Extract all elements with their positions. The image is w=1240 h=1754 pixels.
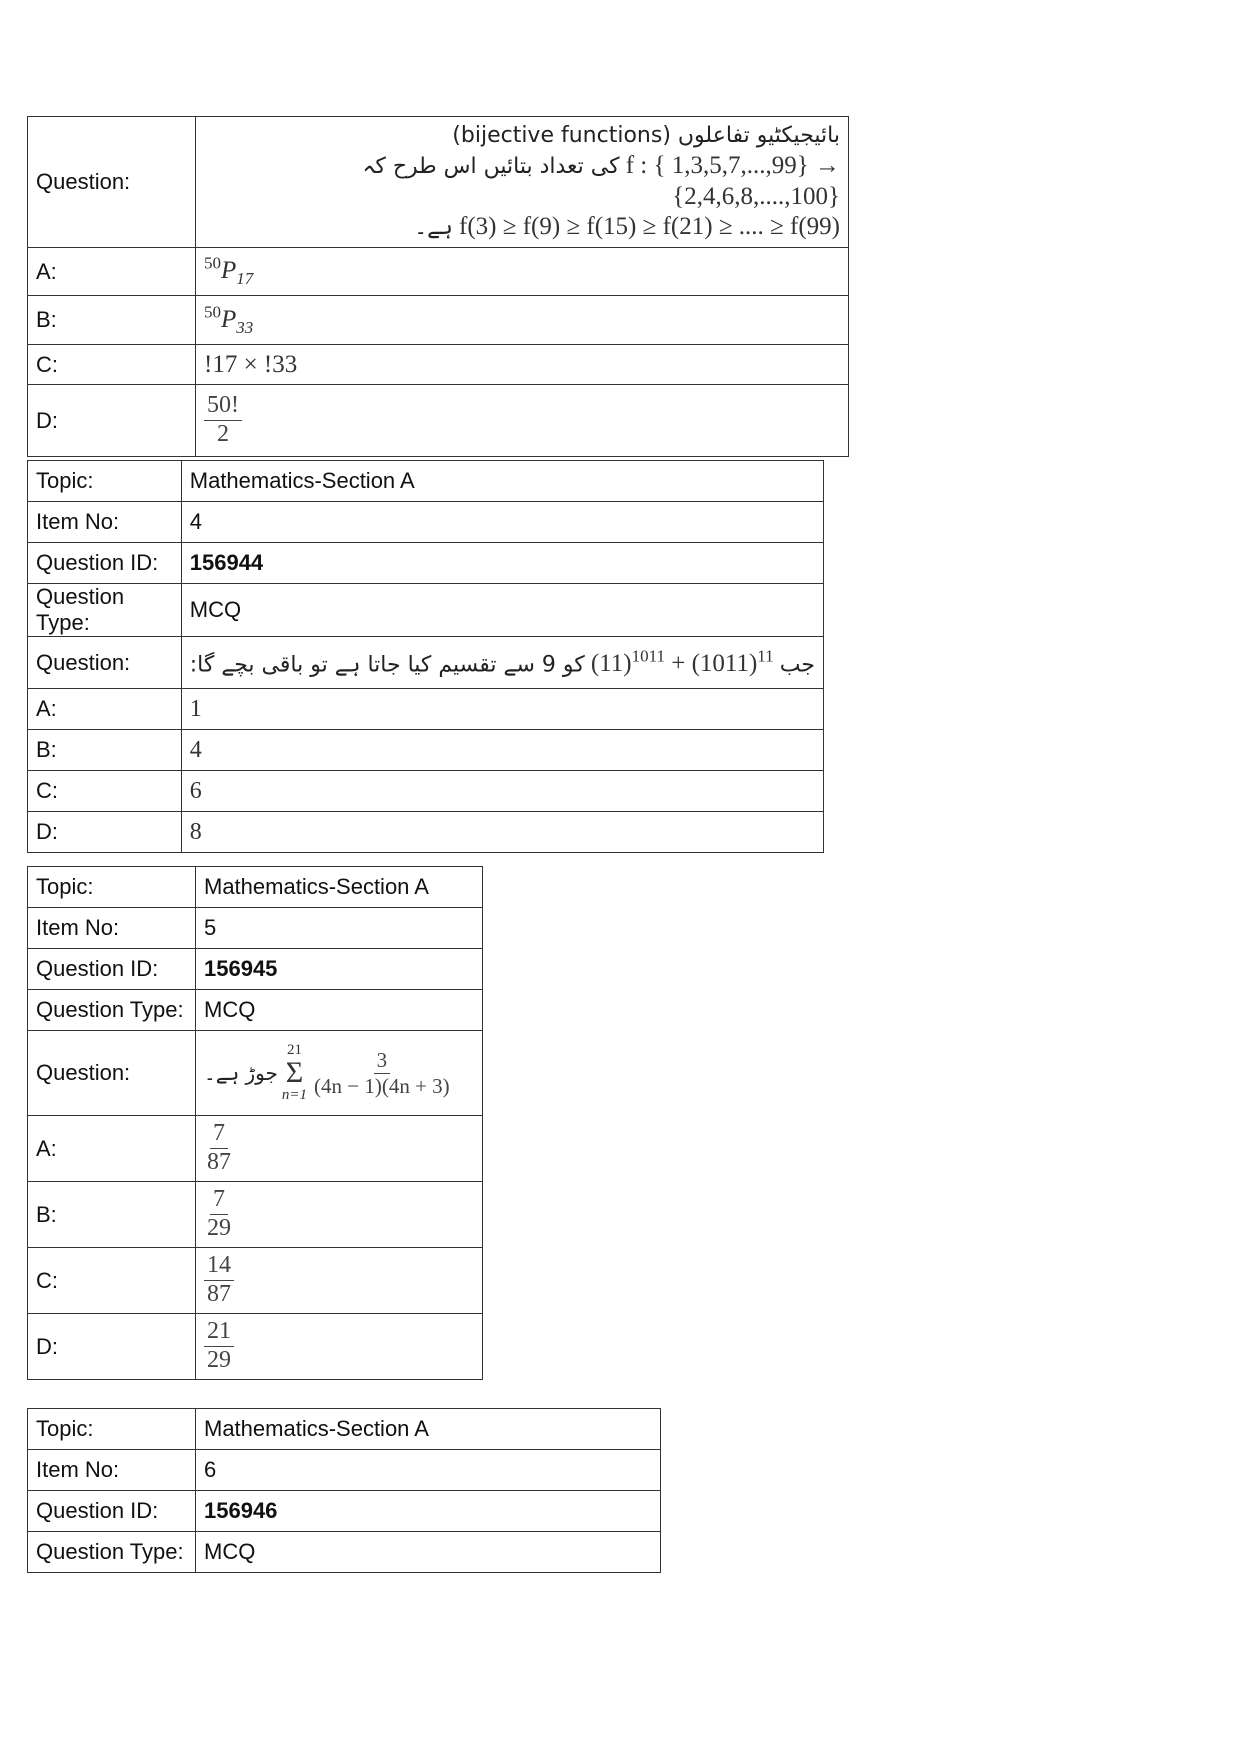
option-d-label: D: (28, 1314, 196, 1380)
option-row-a (28, 248, 849, 296)
item-no-row (28, 1450, 661, 1491)
option-c-value: !17 × !33 (196, 345, 849, 385)
question-id-row (28, 1491, 661, 1532)
option-b-value: $^{50}P_{33}$ (196, 296, 849, 345)
inequality-chain: f(3) ≥ f(9) ≥ f(15) ≥ f(21) ≥ .... ≥ f(99) (459, 213, 840, 240)
topic-label: Topic: (28, 867, 196, 908)
question-text: جوڑ ہے۔ 21 Σ n=1 $\frac{3}{(4n - 1)(4n + 3)}$ (196, 1031, 483, 1116)
option-b-label: B: (28, 296, 196, 345)
question-type-label: Question Type: (28, 584, 182, 637)
question-table-4 (27, 460, 824, 853)
question-row (28, 637, 824, 689)
question-id-label: Question ID: (28, 543, 182, 584)
question-id-label: Question ID: (28, 1491, 196, 1532)
topic-row (28, 461, 824, 502)
question-text (196, 117, 849, 248)
question-line-2: کی تعداد بتائیں اس طرح کہ f : { 1,3,5,7,...,99} → {2,4,6,8,....,100} (362, 152, 840, 210)
option-c-value (196, 1248, 483, 1314)
question-table-6 (27, 1408, 661, 1573)
option-b-value: 4 (181, 730, 823, 771)
sum-fraction: $\frac{3}{(4n - 1)(4n + 3)}$ (314, 1048, 450, 1098)
question-type-row (28, 990, 483, 1031)
question-id-row (28, 949, 483, 990)
question-label: Question: (28, 117, 196, 248)
item-no-row (28, 502, 824, 543)
fraction: $\frac{7}{29}$ (207, 1186, 231, 1241)
option-row-d (28, 385, 849, 457)
item-no-label: Item No: (28, 1450, 196, 1491)
option-c-label: C: (28, 771, 182, 812)
question-type-label: Question Type: (28, 990, 196, 1031)
item-no-value: 5 (196, 908, 483, 949)
option-a-value: 1 (181, 689, 823, 730)
question-id-value: 156946 (196, 1491, 661, 1532)
option-b-label: B: (28, 1182, 196, 1248)
question-text: جب $(11)^{1011} + (1011)^{11}$ کو 9 سے تقسیم کیا جاتا ہے تو باقی بچے گا: (181, 637, 823, 689)
mapping-expression: f : { 1,3,5,7,...,99} → {2,4,6,8,....,100} (625, 152, 840, 210)
option-d-label: D: (28, 385, 196, 457)
topic-value: Mathematics-Section A (181, 461, 823, 502)
option-d-value (196, 1314, 483, 1380)
question-type-row (28, 584, 824, 637)
question-table-5 (27, 866, 483, 1380)
option-d-value: 8 (181, 812, 823, 853)
option-row-d (28, 812, 824, 853)
question-id-value: 156945 (196, 949, 483, 990)
question-id-label: Question ID: (28, 949, 196, 990)
item-no-value: 6 (196, 1450, 661, 1491)
option-d-value (196, 385, 849, 457)
topic-label: Topic: (28, 1409, 196, 1450)
question-line-3: ہے۔ f(3) ≥ f(9) ≥ f(15) ≥ f(21) ≥ .... ≥ f(99) (414, 213, 840, 240)
option-row-a (28, 689, 824, 730)
question-type-row (28, 1532, 661, 1573)
option-b-label: B: (28, 730, 182, 771)
option-row-d (28, 1314, 483, 1380)
fraction: $\frac{50!}{2}$ (204, 392, 242, 448)
fraction: $\frac{21}{29}$ (204, 1318, 234, 1374)
topic-value: Mathematics-Section A (196, 867, 483, 908)
fraction: $\frac{7}{87}$ (207, 1120, 231, 1175)
option-a-label: A: (28, 689, 182, 730)
option-row-c (28, 1248, 483, 1314)
question-label: Question: (28, 637, 182, 689)
option-c-label: C: (28, 1248, 196, 1314)
question-type-value: MCQ (181, 584, 823, 637)
question-table-3 (27, 116, 849, 457)
item-no-value: 4 (181, 502, 823, 543)
option-row-b (28, 296, 849, 345)
option-a-value (196, 1116, 483, 1182)
option-d-label: D: (28, 812, 182, 853)
fraction: $\frac{14}{87}$ (204, 1252, 234, 1308)
question-type-value: MCQ (196, 1532, 661, 1573)
topic-label: Topic: (28, 461, 182, 502)
question-row (28, 1031, 483, 1116)
option-row-c (28, 345, 849, 385)
option-a-label: A: (28, 1116, 196, 1182)
option-a-label: A: (28, 248, 196, 296)
topic-value: Mathematics-Section A (196, 1409, 661, 1450)
math-expression: $(11)^{1011} + (1011)^{11}$ (590, 646, 774, 678)
option-row-b (28, 730, 824, 771)
item-no-row (28, 908, 483, 949)
question-line-1: بائیجیکٹیو تفاعلوں (bijective functions) (452, 123, 840, 148)
question-id-row (28, 543, 824, 584)
question-type-label: Question Type: (28, 1532, 196, 1573)
option-c-label: C: (28, 345, 196, 385)
item-no-label: Item No: (28, 908, 196, 949)
topic-row (28, 1409, 661, 1450)
option-c-value: 6 (181, 771, 823, 812)
option-row-a (28, 1116, 483, 1182)
option-row-c (28, 771, 824, 812)
summation: 21 Σ n=1 (281, 1042, 307, 1103)
option-b-value (196, 1182, 483, 1248)
item-no-label: Item No: (28, 502, 182, 543)
question-type-value: MCQ (196, 990, 483, 1031)
question-label: Question: (28, 1031, 196, 1116)
option-a-value: $^{50}P_{17}$ (196, 248, 849, 296)
question-id-value: 156944 (181, 543, 823, 584)
question-row (28, 117, 849, 248)
option-row-b (28, 1182, 483, 1248)
topic-row (28, 867, 483, 908)
